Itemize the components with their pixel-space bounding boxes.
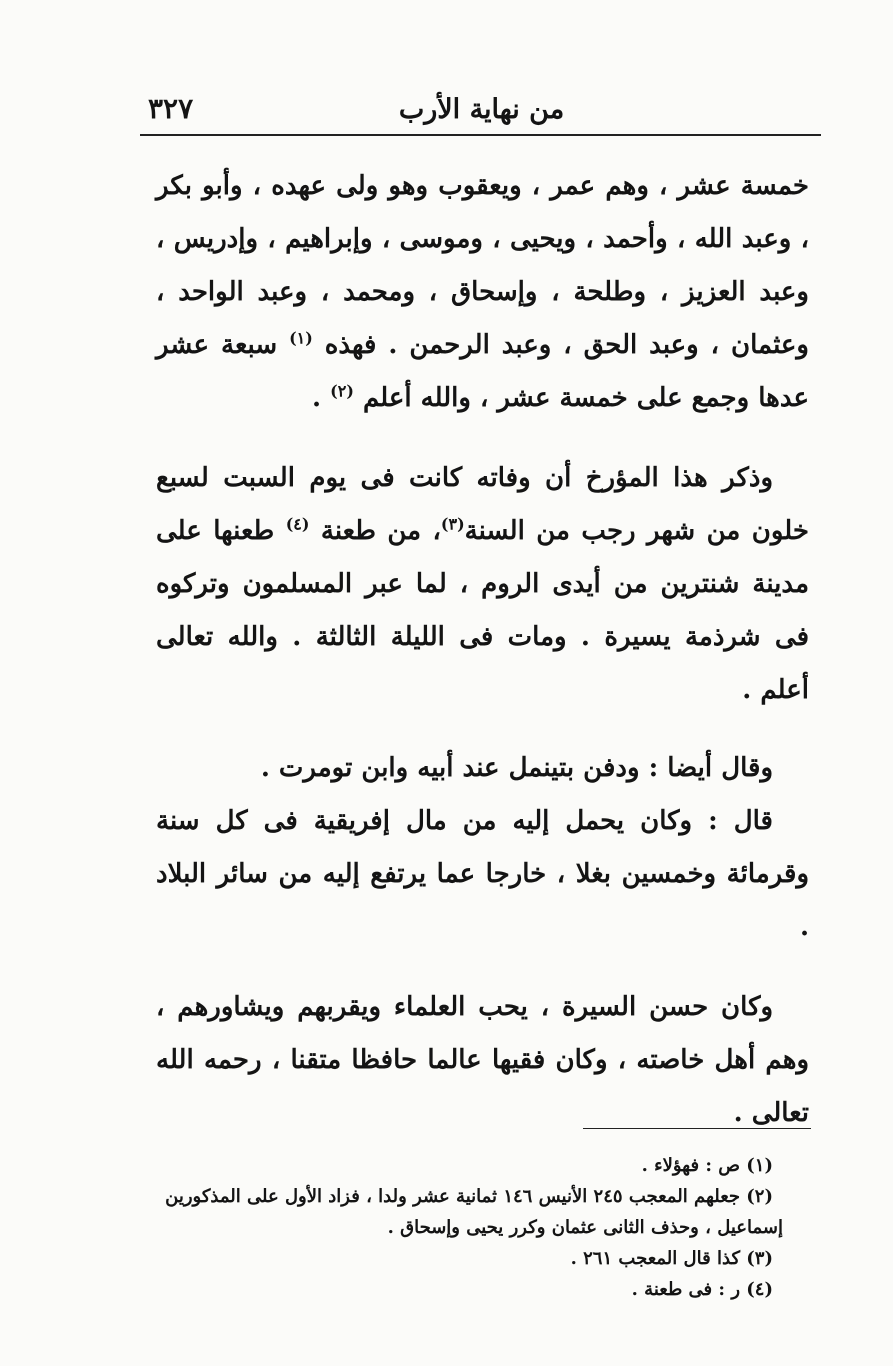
footnote-2: (٢) جعلهم المعجب ٢٤٥ الأنيس ١٤٦ ثمانية عشر ولدا ، فزاد الأول على المذكورين bbox=[165, 1186, 773, 1207]
paragraph-revenue: قال : وكان يحمل إليه من مال إفريقية فى كل سنة وقرمائة وخمسين بغلا ، خارجا عما يرتفع إليه من سائر البلاد . bbox=[156, 806, 809, 942]
paragraph-text: . bbox=[312, 383, 322, 413]
running-title: من نهاية الأرب bbox=[398, 94, 565, 125]
paragraph-text: خمسة عشر ، وهم عمر ، ويعقوب وهو ولى عهده ، وأبو بكر ، وعبد الله ، وأحمد ، ويحيى ، وموسى ، وإبراهيم ، وإدريس ، وعبد العزيز ، وطلحة ، وإسحاق ، ومحمد ، وعبد الواحد ، وعثمان ، وعبد الحق ، وعبد الرحمن . فهذه bbox=[156, 171, 809, 360]
paragraph-text: طعنها على مدينة شنترين من أيدى الروم ، لما عبر المسلمون وتركوه فى شرذمة يسيرة . ومات فى الليلة الثالثة . والله تعالى أعلم . bbox=[156, 516, 809, 705]
footnote-ref-4: (٤) bbox=[285, 514, 310, 534]
page-number: ٣٢٧ bbox=[148, 92, 194, 125]
paragraph-text: وذكر هذا المؤرخ أن وفاته كانت فى يوم السبت لسبع خلون من شهر رجب من السنة bbox=[156, 463, 809, 546]
running-head bbox=[148, 92, 815, 132]
header-rule bbox=[140, 134, 821, 136]
footnote-1: (١) ص : فهؤلاء . bbox=[641, 1155, 773, 1176]
paragraph-burial: وقال أيضا : ودفن بتينمل عند أبيه وابن تومرت . bbox=[260, 753, 773, 783]
footnote-4: (٤) ر : فى طعنة . bbox=[631, 1279, 773, 1300]
paragraph-text: ، من طعنة bbox=[320, 516, 441, 546]
footnotes bbox=[144, 1150, 783, 1305]
footnote-ref-2: (٢) bbox=[330, 381, 354, 401]
footnote-ref-3: (٣) bbox=[440, 514, 465, 534]
paragraph-character: وكان حسن السيرة ، يحب العلماء ويقربهم ويشاورهم ، وهم أهل خاصته ، وكان فقيها عالما حافظا متقنا ، رحمه الله تعالى . bbox=[156, 992, 809, 1128]
footnote-2-continued: إسماعيل ، وحذف الثانى عثمان وكرر يحيى وإسحاق . bbox=[387, 1217, 783, 1238]
paragraph-death bbox=[156, 452, 809, 717]
footnote-rule bbox=[583, 1128, 811, 1129]
main-text bbox=[156, 160, 809, 1140]
footnote-3: (٣) كذا قال المعجب ٢٦١ . bbox=[570, 1248, 773, 1269]
footnote-ref-1: (١) bbox=[289, 328, 313, 348]
paragraph-text: سبعة عشر عدها وجمع على خمسة عشر ، والله أعلم bbox=[156, 330, 809, 413]
paragraph-sons bbox=[156, 160, 809, 425]
